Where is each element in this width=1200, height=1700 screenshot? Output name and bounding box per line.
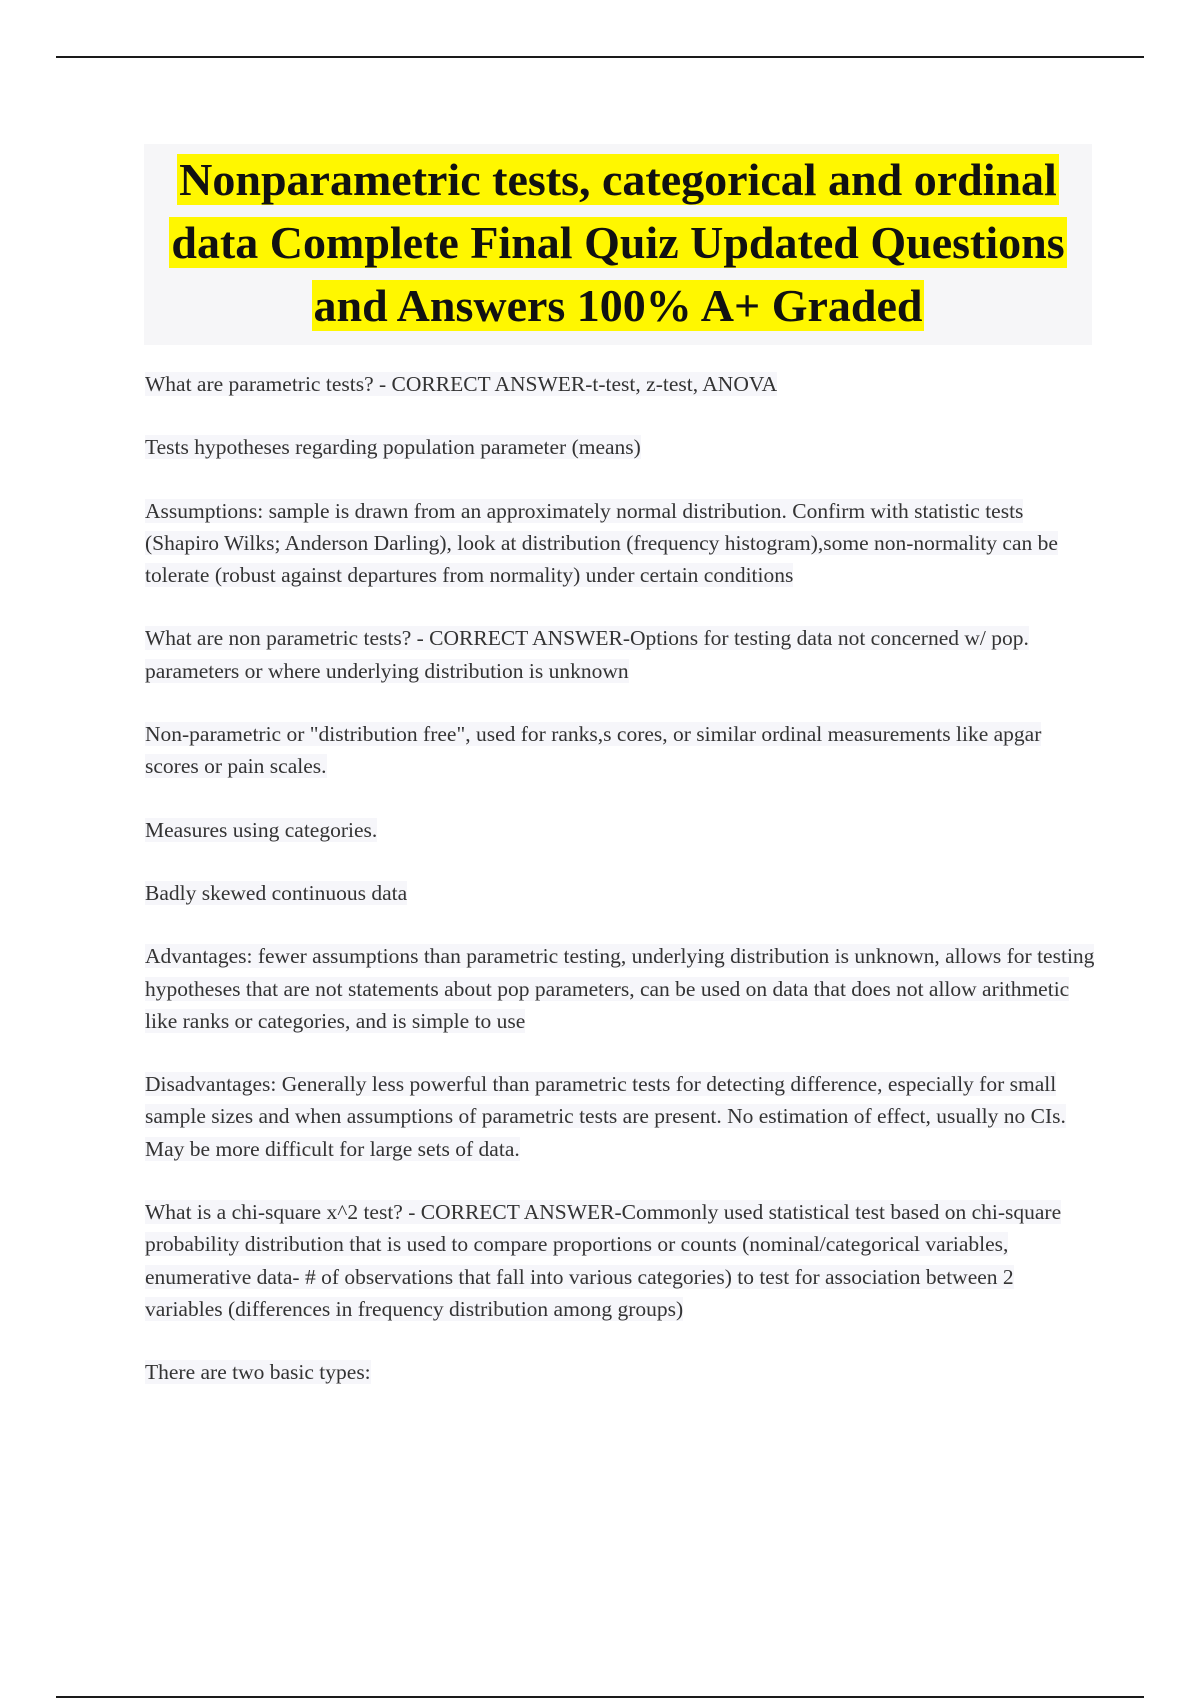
paragraph-text: What are non parametric tests? - CORRECT ANSWER-Options for testing data not concerned w/ pop. parameters or where underlying distribution is unknown bbox=[145, 626, 1029, 683]
document-title bbox=[144, 148, 1092, 337]
paragraph bbox=[145, 940, 1095, 1037]
paragraph bbox=[145, 877, 1095, 909]
bottom-rule bbox=[56, 1696, 1144, 1698]
paragraph bbox=[145, 718, 1095, 783]
paragraph-text: What are parametric tests? - CORRECT ANSWER-t-test, z-test, ANOVA bbox=[145, 372, 778, 396]
paragraph-text: There are two basic types: bbox=[145, 1360, 371, 1385]
title-block bbox=[144, 144, 1092, 345]
paragraph bbox=[145, 1068, 1095, 1165]
paragraph-text: Badly skewed continuous data bbox=[145, 880, 408, 905]
paragraph-text: Non-parametric or "distribution free", used for ranks,s cores, or similar ordinal measurements like apgar scores or pain scales. bbox=[145, 722, 1042, 779]
paragraph bbox=[145, 814, 1095, 846]
paragraph bbox=[145, 1356, 1095, 1388]
document-title-text: Nonparametric tests, categorical and ordinal data Complete Final Quiz Updated Questions and Answers 100% A+ Graded bbox=[171, 154, 1065, 331]
paragraph-text: Disadvantages: Generally less powerful than parametric tests for detecting difference, especially for small sample sizes and when assumptions of parametric tests are present. No estimation of effect, usually no CIs. May be more difficult for large sets of data. bbox=[145, 1072, 1066, 1161]
paragraph-text: Tests hypotheses regarding population parameter (means) bbox=[145, 435, 641, 460]
paragraph bbox=[145, 431, 1095, 463]
paragraph bbox=[145, 495, 1095, 592]
paragraph bbox=[145, 368, 1095, 400]
document-body bbox=[145, 368, 1095, 1420]
paragraph bbox=[145, 1196, 1095, 1325]
paragraph-text: Measures using categories. bbox=[145, 817, 378, 842]
paragraph bbox=[145, 622, 1095, 687]
paragraph-text: Assumptions: sample is drawn from an approximately normal distribution. Confirm with statistic tests (Shapiro Wilks; Anderson Darling), look at distribution (frequency histogram),some non-normality can be tolerate (robust against departures from normality) under certain conditions bbox=[145, 498, 1058, 588]
paragraph-text: Advantages: fewer assumptions than parametric testing, underlying distribution is unknown, allows for testing hypotheses that are not statements about pop parameters, can be used on data that does not allow arithmetic like ranks or categories, and is simple to use bbox=[145, 944, 1095, 1033]
top-rule bbox=[56, 56, 1144, 58]
paragraph-text: What is a chi-square x^2 test? - CORRECT ANSWER-Commonly used statistical test based on chi-square probability distribution that is used to compare proportions or counts (nominal/categorical variables, enumerative data- # of observations that fall into various categories) to test for association between 2 variables (differences in frequency distribution among groups) bbox=[145, 1200, 1062, 1321]
